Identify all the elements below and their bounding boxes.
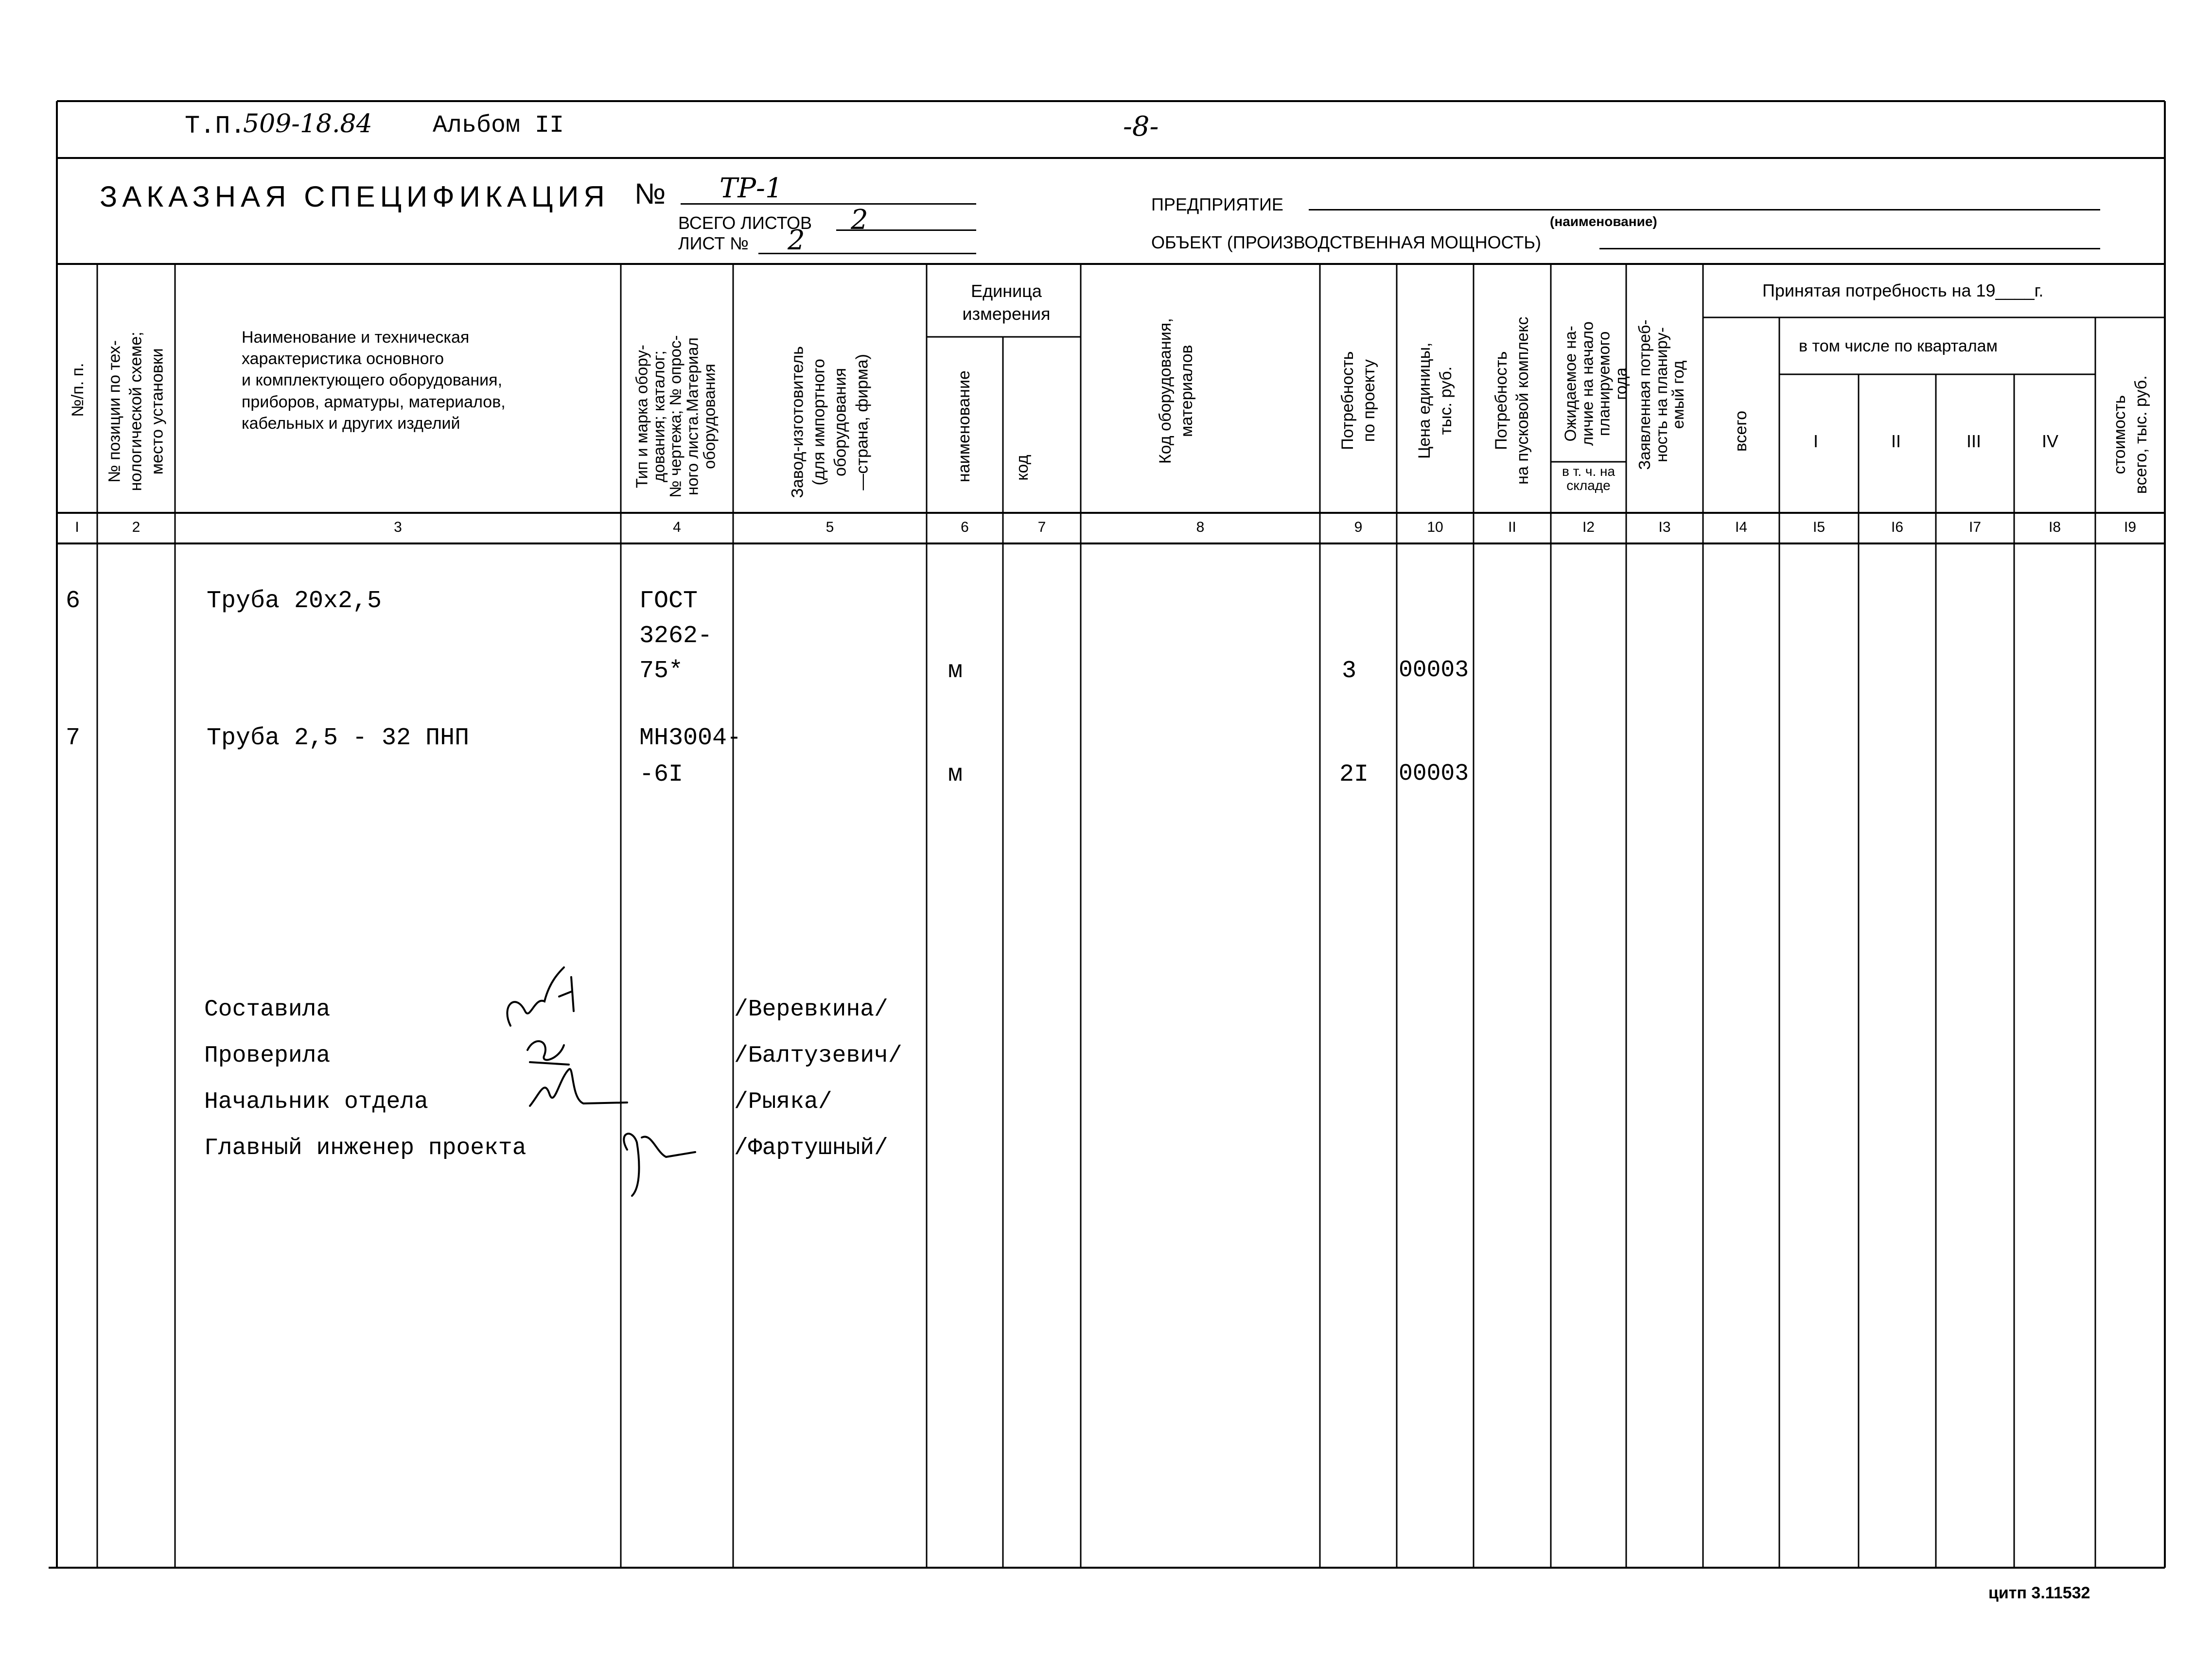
colnum-2: 2 [132,519,140,535]
header-unit-name: наименование [954,370,973,483]
row-qty: 3 [1342,657,1357,685]
row-type-line2: -6I [639,761,684,788]
header-unit-code: код [1013,455,1032,481]
colnum-14: I4 [1735,519,1748,535]
header-type-brand: Тип и марка обору- дования; каталог; № чертежа; № опрос- ного листа.Материал оборудования [632,335,718,498]
colnum-6: 6 [961,519,969,535]
signature-role: Составила [204,997,331,1023]
colnum-12: I2 [1582,519,1595,535]
signature-name: /Рыяка/ [734,1089,832,1115]
colnum-18: I8 [2048,519,2061,535]
header-total: всего [1731,411,1750,452]
header-unit-group: Единица измерения [962,281,1051,324]
header-unit-price: Цена единицы, тыс. руб. [1415,342,1455,459]
album-label: Альбом II [433,112,564,140]
sheet-label: ЛИСТ № [678,233,749,253]
row-name: Труба 20х2,5 [207,587,382,615]
colnum-19: I9 [2124,519,2137,535]
colnum-16: I6 [1891,519,1904,535]
signature-role: Проверила [204,1043,331,1069]
header-q3: III [1966,431,1982,451]
row-price: 00003 [1399,761,1469,787]
page-title: ЗАКАЗНАЯ СПЕЦИФИКАЦИЯ [100,180,610,213]
colnum-4: 4 [673,519,681,535]
colnum-11: II [1508,519,1516,535]
total-sheets-label: ВСЕГО ЛИСТОВ [678,213,812,233]
header-manufacturer: Завод-изготовитель (для импортного оборудования —страна, фирма) [788,346,872,498]
row-type-line3: 75* [639,657,684,685]
signature-role: Главный инженер проекта [204,1135,527,1161]
colnum-10: 10 [1427,519,1443,535]
colnum-5: 5 [825,519,834,535]
header-project-need: Потребность по проекту [1338,351,1378,450]
row-name: Труба 2,5 - 32 ПНП [207,724,470,752]
row-type-line2: 3262- [639,622,713,650]
page-number: -8- [1123,111,1159,142]
colnum-7: 7 [1037,519,1046,535]
row-unit: м [948,657,963,685]
header-in-stock: в т. ч. на складе [1562,464,1615,493]
naming-hint: (наименование) [1550,214,1657,229]
row-type-line1: ГОСТ [639,587,698,615]
spec-number: ТР-1 [720,173,783,204]
header-q1: I [1813,431,1819,451]
sheet-value: 2 [788,225,805,256]
total-sheets-value: 2 [851,204,868,236]
number-sign: № [634,177,666,210]
tp-number: 509-18.84 [243,109,372,139]
colnum-1: I [75,519,79,535]
header-cost: стоимость всего, тыс. руб. [2110,375,2150,494]
colnum-17: I7 [1968,519,1982,535]
header-declared-need: Заявленная потреб- ность на планиру- емый год [1635,319,1687,470]
row-number: 7 [66,724,81,752]
colnum-8: 8 [1196,519,1205,535]
row-qty: 2I [1339,761,1369,788]
colnum-3: 3 [394,519,402,535]
colnum-13: I3 [1658,519,1671,535]
signature-name: /Балтузевич/ [734,1043,902,1069]
signature-name: /Фартушный/ [734,1135,888,1161]
header-position: № позиции по тех- нологической схеме; место установки [105,332,167,491]
row-type-line1: МН3004- [639,724,742,752]
enterprise-label: ПРЕДПРИЯТИЕ [1151,194,1283,214]
header-accepted-need: Принятая потребность на 19____г. [1762,280,2044,300]
footer-code: цитп 3.11532 [1988,1584,2090,1602]
header-equipment-code: Код оборудования, материалов [1156,318,1196,464]
signature-name: /Веревкина/ [734,997,888,1023]
header-description: Наименование и техническая характеристика основного и комплектующего оборудования, приборов, арматуры, материалов, кабельных и других изделий [242,328,506,433]
row-number: 6 [66,587,81,615]
colnum-15: I5 [1812,519,1826,535]
header-startup-need: Потребность на пусковой комплекс [1492,316,1532,485]
header-q2: II [1891,431,1901,451]
colnum-9: 9 [1354,519,1363,535]
tp-prefix: Т.П. [185,112,246,140]
row-unit: м [948,761,963,788]
header-expected-stock: Ожидаемое на- личие на начало планируемого года [1561,321,1630,446]
header-q4: IV [2042,431,2059,451]
header-row-number: №/п. п. [68,363,87,417]
signature-role: Начальник отдела [204,1089,428,1115]
header-quarters: в том числе по кварталам [1799,337,1998,355]
row-price: 00003 [1399,657,1469,683]
object-label: ОБЪЕКТ (ПРОИЗВОДСТВЕННАЯ МОЩНОСТЬ) [1151,232,1541,252]
